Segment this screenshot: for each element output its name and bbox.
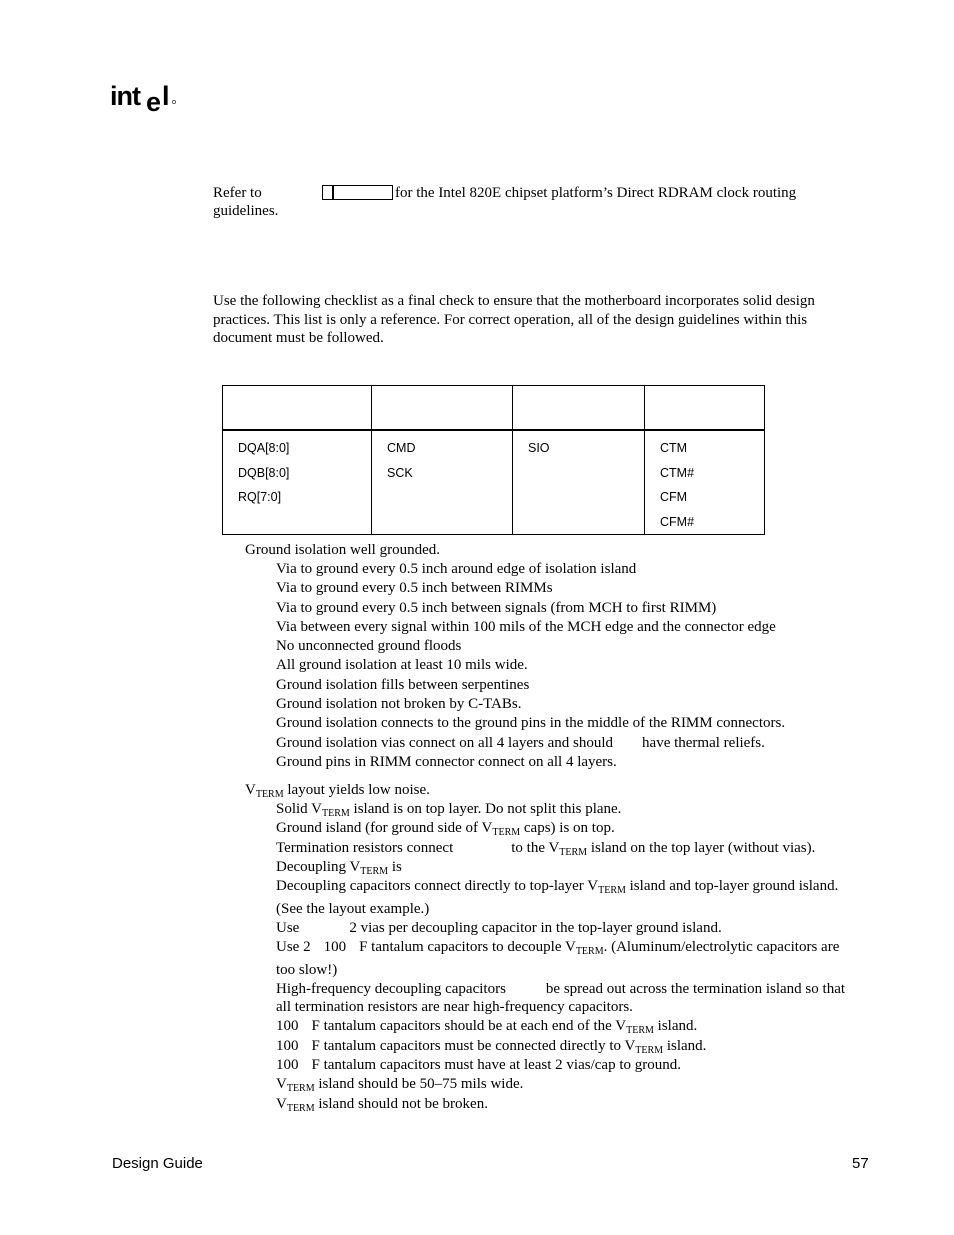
list-item-text: Ground island (for ground side of V — [276, 820, 493, 837]
ground-checklist-title: Ground isolation well grounded. — [245, 542, 440, 558]
list-item — [276, 877, 871, 918]
table-cell — [513, 430, 645, 535]
list-item-text: 100 — [276, 1037, 299, 1054]
list-item-text: Decoupling capacitors connect directly to top-layer V — [276, 878, 599, 895]
table-header-row — [223, 386, 765, 431]
term-subscript: TERM — [575, 946, 604, 958]
list-item — [276, 839, 885, 858]
list-item-text: Solid V — [276, 801, 322, 817]
signal-group-table — [222, 385, 765, 535]
signal-name: CFM# — [660, 514, 695, 529]
list-item: No unconnected ground floods — [276, 638, 462, 655]
term-subscript: TERM — [635, 1044, 664, 1056]
term-subscript: TERM — [286, 1083, 315, 1095]
list-item-text: too slow!) — [276, 962, 338, 979]
list-item: Ground pins in RIMM connector connect on all 4 layers. — [276, 753, 617, 770]
svg-text:l: l — [162, 81, 170, 111]
list-item — [276, 1037, 885, 1056]
list-item-text: have thermal reliefs. — [642, 734, 765, 751]
list-item-text: island should not be broken. — [318, 1095, 488, 1112]
list-item-text: island. — [666, 1037, 707, 1054]
list-item-text: caps) is on top. — [523, 820, 615, 837]
v-text: V — [276, 1095, 287, 1112]
term-subscript: TERM — [360, 865, 389, 877]
list-item — [276, 938, 871, 979]
list-item — [276, 734, 885, 753]
list-item-text: all termination resistors are near high-frequency capacitors. — [276, 999, 633, 1016]
term-subscript: TERM — [626, 1025, 654, 1037]
list-item-text: F tantalum capacitors to decouple V — [359, 939, 576, 956]
list-item — [276, 800, 885, 819]
refer-after: for the Intel 820E chipset platform’s Direct RDRAM clock routing — [395, 185, 797, 201]
list-item — [276, 1095, 885, 1114]
signal-name: SIO — [528, 441, 550, 455]
table-header-cell — [513, 386, 645, 431]
vterm-checklist-title — [245, 781, 885, 800]
list-item — [276, 819, 885, 838]
signal-name: CMD — [387, 441, 416, 455]
list-item-text: 2 vias per decoupling capacitor in the top-layer ground island. — [349, 920, 722, 937]
intro-line: Use the following checklist as a final check to ensure that the motherboard incorporates solid design — [213, 293, 815, 309]
signal-name: CFM — [660, 490, 688, 504]
list-item-text: F tantalum capacitors must have at least 2 vias/cap to ground. — [311, 1057, 681, 1074]
vterm-checklist — [245, 781, 885, 1114]
list-item-text: Use 2 — [276, 939, 311, 956]
list-item — [276, 1056, 885, 1075]
list-item-text: 100 — [276, 1057, 299, 1074]
list-item — [276, 980, 871, 1016]
list-item-text: . (Aluminum/electrolytic capacitors are — [603, 939, 840, 956]
signal-name: CTM — [660, 441, 688, 455]
signal-name: DQA[8:0] — [238, 441, 290, 455]
list-item: Via between every signal within 100 mils of the MCH edge and the connector edge — [276, 618, 776, 635]
intro-line: practices. This list is only a reference. For correct operation, all of the design guidelines within this — [213, 311, 808, 328]
list-item-text: island. — [657, 1018, 698, 1035]
term-subscript: TERM — [322, 808, 350, 819]
list-item-text: F tantalum capacitors should be at each end of the V — [311, 1018, 627, 1035]
list-item-text: to the V — [511, 839, 560, 856]
footer-title: Design Guide — [112, 1155, 203, 1172]
v-text: V — [276, 1076, 287, 1093]
term-subscript: TERM — [286, 1102, 315, 1114]
svg-text:e: e — [146, 87, 162, 116]
list-item-text: island on the top layer (without vias). — [590, 839, 816, 856]
list-item-text: High-frequency decoupling capacitors — [276, 981, 506, 998]
list-item — [276, 1017, 885, 1036]
table-header-cell — [223, 386, 372, 431]
refer-paragraph — [213, 184, 853, 220]
list-item: All ground isolation at least 10 mils wide. — [276, 657, 528, 674]
list-item: Via to ground every 0.5 inch around edge of isolation island — [276, 561, 637, 577]
list-item: Ground isolation fills between serpentines — [276, 676, 530, 693]
page-number: 57 — [852, 1155, 869, 1172]
list-item-text: Use — [276, 920, 300, 937]
cross-reference-link[interactable] — [322, 185, 393, 200]
list-item — [276, 858, 885, 877]
term-subscript: TERM — [255, 789, 284, 800]
svg-text:int: int — [110, 81, 140, 111]
refer-line2: guidelines. — [213, 203, 279, 219]
signal-name: SCK — [387, 465, 413, 480]
list-item-text: 100 — [276, 1018, 299, 1035]
refer-before: Refer to — [213, 185, 262, 201]
list-item-text: 100 — [323, 939, 347, 956]
list-item: Ground isolation not broken by C-TABs. — [276, 696, 522, 713]
table-header-cell — [372, 386, 513, 431]
table-cell — [372, 430, 513, 535]
table-header-cell — [645, 386, 765, 431]
list-item-text: Ground isolation vias connect on all 4 layers and should — [276, 734, 614, 751]
checklist-intro — [213, 292, 853, 348]
list-item-text: island and top-layer ground island. — [629, 878, 839, 895]
table-cell — [223, 430, 372, 535]
list-item-text: F tantalum capacitors must be connected directly to V — [311, 1037, 636, 1054]
list-item-text: is — [391, 858, 402, 875]
signal-name: RQ[7:0] — [238, 490, 282, 504]
table-cell — [645, 430, 765, 535]
signal-name: CTM# — [660, 465, 695, 480]
list-item-text: island should be 50–75 mils wide. — [318, 1076, 524, 1093]
v-text: V — [245, 782, 256, 798]
list-item-text: island is on top layer. Do not split this plane. — [353, 801, 622, 817]
list-item — [276, 919, 885, 938]
table-row — [223, 430, 765, 535]
list-item-text: Termination resistors connect — [276, 839, 454, 856]
term-subscript: TERM — [492, 827, 521, 839]
list-item-text: Decoupling V — [276, 858, 361, 875]
ground-checklist — [245, 541, 885, 772]
intel-logo — [108, 76, 188, 116]
list-item: Via to ground every 0.5 inch between RIMMs — [276, 580, 553, 597]
list-item: Ground isolation connects to the ground pins in the middle of the RIMM connectors. — [276, 715, 786, 732]
term-subscript: TERM — [559, 846, 588, 858]
title-text: layout yields low noise. — [287, 782, 430, 798]
list-item: Via to ground every 0.5 inch between signals (from MCH to first RIMM) — [276, 599, 717, 616]
intro-line: document must be followed. — [213, 330, 384, 346]
term-subscript: TERM — [598, 885, 626, 897]
list-item — [276, 1075, 885, 1094]
signal-name: DQB[8:0] — [238, 465, 290, 480]
list-item-text: be spread out across the termination island so that — [545, 981, 846, 998]
list-item-text: (See the layout example.) — [276, 901, 430, 918]
